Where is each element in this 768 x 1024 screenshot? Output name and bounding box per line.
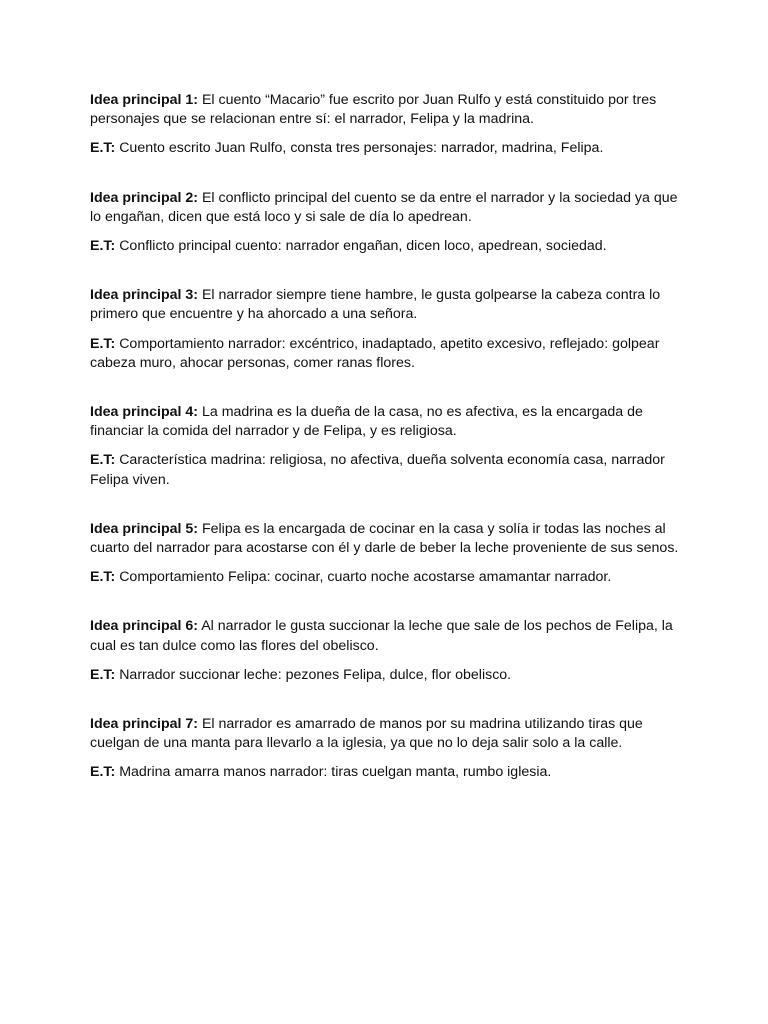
idea-label: Idea principal 4:	[90, 404, 199, 421]
idea-paragraph	[90, 715, 690, 753]
et-label: E.T:	[90, 569, 116, 586]
et-paragraph	[90, 335, 690, 373]
et-label: E.T:	[90, 140, 116, 157]
idea-text: El cuento “Macario” fue escrito por Juan Rulfo y está constituido por tres personajes que se relacionan entre sí: el narrador, Felipa y la madrina.	[90, 92, 657, 128]
idea-label: Idea principal 7:	[90, 716, 199, 733]
idea-text: Al narrador le gusta succionar la leche que sale de los pechos de Felipa, la cual es tan dulce como las flores del obelisco.	[90, 618, 673, 654]
et-label: E.T:	[90, 452, 116, 469]
et-label: E.T:	[90, 335, 116, 352]
et-label: E.T:	[90, 666, 116, 683]
idea-label: Idea principal 3:	[90, 287, 199, 304]
et-label: E.T:	[90, 238, 116, 255]
idea-paragraph	[90, 189, 690, 227]
idea-text: La madrina es la dueña de la casa, no es afectiva, es la encargada de financiar la comida del narrador y de Felipa, y es religiosa.	[90, 404, 643, 440]
idea-label: Idea principal 1:	[90, 92, 199, 108]
idea-paragraph	[90, 403, 690, 441]
et-text: Conflicto principal cuento: narrador engañan, dicen loco, apedrean, sociedad.	[119, 238, 607, 255]
et-paragraph	[90, 666, 690, 685]
et-text: Comportamiento narrador: excéntrico, inadaptado, apetito excesivo, reflejado: golpear cabeza muro, ahocar personas, comer ranas flores.	[90, 335, 660, 371]
idea-text: El conflicto principal del cuento se da entre el narrador y la sociedad ya que lo engañan, dicen que está loco y si sale de día lo apedrean.	[90, 189, 678, 225]
idea-block-1	[90, 91, 690, 159]
idea-paragraph	[90, 520, 690, 558]
idea-text: Felipa es la encargada de cocinar en la casa y solía ir todas las noches al cuarto del narrador para acostarse con él y darle de beber la leche proveniente de sus senos.	[90, 520, 679, 557]
idea-paragraph	[90, 617, 690, 655]
idea-block-4	[90, 403, 690, 490]
et-label: E.T:	[90, 764, 116, 781]
et-paragraph	[90, 237, 690, 256]
idea-paragraph	[90, 286, 690, 324]
et-text: Característica madrina: religiosa, no afectiva, dueña solventa economía casa, narrador Felipa viven.	[90, 452, 665, 488]
et-paragraph	[90, 763, 690, 782]
idea-label: Idea principal 2:	[90, 189, 199, 206]
et-text: Narrador succionar leche: pezones Felipa, dulce, flor obelisco.	[119, 666, 512, 683]
idea-block-2	[90, 189, 690, 257]
document-page	[90, 91, 690, 783]
idea-block-6	[90, 617, 690, 685]
idea-label: Idea principal 6:	[90, 618, 199, 635]
idea-paragraph	[90, 91, 690, 129]
et-text: Comportamiento Felipa: cocinar, cuarto noche acostarse amamantar narrador.	[119, 569, 612, 586]
et-paragraph	[90, 451, 690, 489]
et-paragraph	[90, 139, 690, 158]
et-text: Cuento escrito Juan Rulfo, consta tres personajes: narrador, madrina, Felipa.	[119, 140, 604, 157]
idea-text: El narrador siempre tiene hambre, le gusta golpearse la cabeza contra lo primero que encuentre y ha ahorcado a una señora.	[90, 287, 661, 323]
idea-block-3	[90, 286, 690, 373]
idea-label: Idea principal 5:	[90, 520, 199, 537]
et-text: Madrina amarra manos narrador: tiras cuelgan manta, rumbo iglesia.	[119, 764, 552, 781]
idea-text: El narrador es amarrado de manos por su madrina utilizando tiras que cuelgan de una manta para llevarlo a la iglesia, ya que no lo deja salir solo a la calle.	[90, 716, 643, 752]
et-paragraph	[90, 568, 690, 587]
idea-block-7	[90, 715, 690, 783]
idea-block-5	[90, 520, 690, 588]
